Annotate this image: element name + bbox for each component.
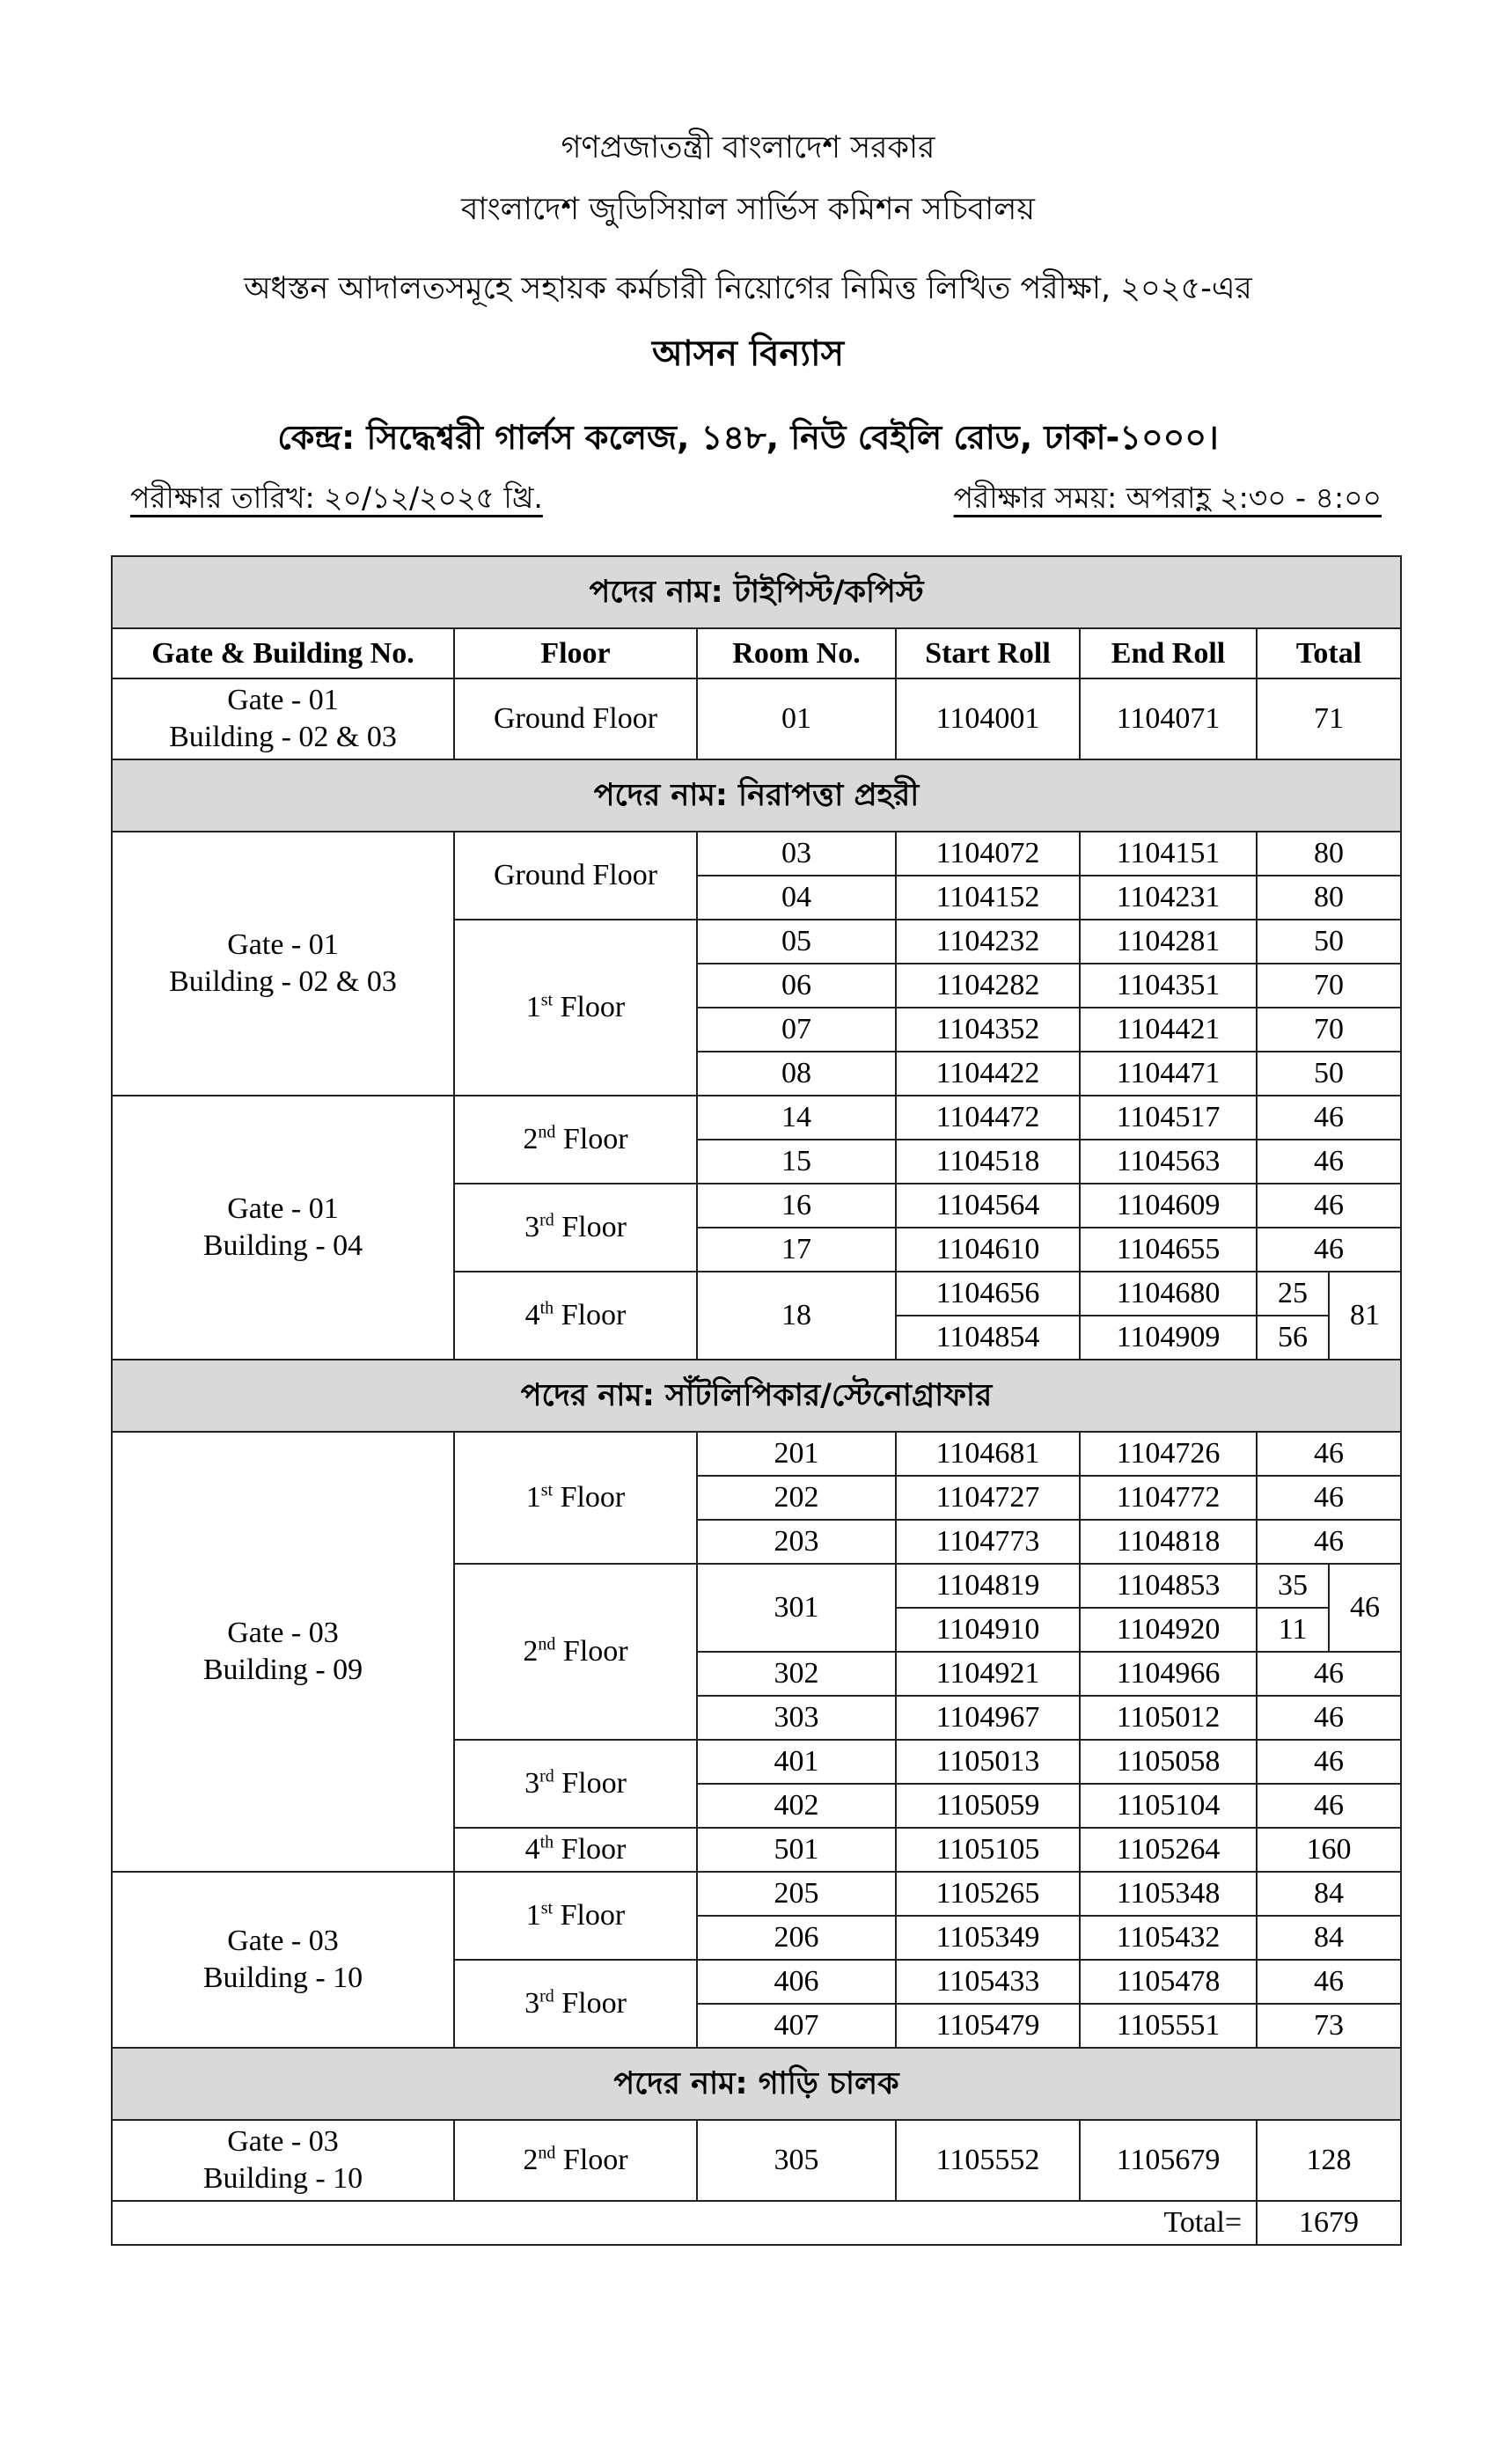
start-roll-cell: 1104564 xyxy=(896,1184,1080,1228)
secretariat-name: বাংলাদেশ জুডিসিয়াল সার্ভিস কমিশন সচিবালয় xyxy=(460,192,1036,227)
start-roll-cell: 1105349 xyxy=(896,1916,1080,1960)
floor-number: 3 xyxy=(524,1987,540,2020)
government-name: গণপ্রজাতন্ত্রী বাংলাদেশ সরকার xyxy=(561,130,935,165)
column-header-gate: Gate & Building No. xyxy=(112,628,454,678)
end-roll-cell: 1104151 xyxy=(1080,832,1257,876)
floor-cell xyxy=(454,1096,697,1184)
column-header-end-roll: End Roll xyxy=(1080,628,1257,678)
end-roll-cell: 1105478 xyxy=(1080,1960,1257,2004)
end-roll-cell: 1105264 xyxy=(1080,1828,1257,1872)
total-cell: 73 xyxy=(1257,2004,1401,2048)
column-header-start-roll: Start Roll xyxy=(896,628,1080,678)
floor-ordinal: rd xyxy=(539,1210,554,1230)
room-cell: 302 xyxy=(697,1652,896,1696)
gate-building-cell xyxy=(112,1872,454,2048)
room-cell: 03 xyxy=(697,832,896,876)
room-cell: 407 xyxy=(697,2004,896,2048)
grand-total-value: 1679 xyxy=(1257,2201,1401,2245)
room-cell: 406 xyxy=(697,1960,896,2004)
grand-total-label: Total= xyxy=(112,2201,1257,2245)
room-cell: 17 xyxy=(697,1228,896,1272)
post-header-row xyxy=(112,759,1401,832)
floor-ordinal: st xyxy=(540,1480,554,1500)
total-cell: 84 xyxy=(1257,1872,1401,1916)
start-roll-cell: 1104819 xyxy=(896,1564,1080,1608)
end-roll-cell: 1104966 xyxy=(1080,1652,1257,1696)
total-cell: 46 xyxy=(1257,1228,1401,1272)
start-roll-cell: 1104854 xyxy=(896,1316,1080,1360)
gate-building-cell xyxy=(112,1432,454,1872)
floor-number: 3 xyxy=(524,1211,540,1243)
room-cell: 01 xyxy=(697,678,896,759)
start-roll-cell: 1105265 xyxy=(896,1872,1080,1916)
floor-ordinal: nd xyxy=(538,1634,556,1654)
floor-word: Floor xyxy=(553,1481,626,1514)
floor-ordinal: rd xyxy=(539,1986,554,2006)
total-cell: 46 xyxy=(1257,1696,1401,1740)
end-roll-cell: 1104909 xyxy=(1080,1316,1257,1360)
start-roll-cell: 1104001 xyxy=(896,678,1080,759)
document-title: আসন বিন্যাস xyxy=(651,334,845,374)
total-cell: 80 xyxy=(1257,876,1401,920)
end-roll-cell: 1105432 xyxy=(1080,1916,1257,1960)
gate-label: Gate - 03 xyxy=(227,1925,339,1957)
floor-number: 1 xyxy=(525,1899,541,1932)
total-cell: 50 xyxy=(1257,920,1401,964)
room-cell: 16 xyxy=(697,1184,896,1228)
column-header-row xyxy=(112,628,1401,678)
total-cell: 46 xyxy=(1257,1652,1401,1696)
post-header-row xyxy=(112,556,1401,628)
building-label: Building - 10 xyxy=(202,2162,363,2195)
start-roll-cell: 1104681 xyxy=(896,1432,1080,1476)
table-row xyxy=(112,1096,1401,1140)
floor-cell xyxy=(454,1960,697,2048)
post-header-row xyxy=(112,2048,1401,2120)
total-cell: 46 xyxy=(1257,1432,1401,1476)
building-label: Building - 04 xyxy=(202,1229,363,1262)
start-roll-cell: 1104472 xyxy=(896,1096,1080,1140)
room-cell: 08 xyxy=(697,1052,896,1096)
floor-word: Floor xyxy=(555,1123,628,1155)
floor-ordinal: nd xyxy=(538,1122,556,1142)
end-roll-cell: 1104071 xyxy=(1080,678,1257,759)
total-cell: 46 xyxy=(1257,1740,1401,1784)
floor-ordinal: th xyxy=(539,1298,554,1318)
column-header-floor: Floor xyxy=(454,628,697,678)
floor-number: 3 xyxy=(524,1767,540,1800)
subtotal-cell: 11 xyxy=(1257,1608,1329,1652)
floor-word: Floor xyxy=(554,1767,627,1800)
room-cell: 07 xyxy=(697,1008,896,1052)
room-cell: 202 xyxy=(697,1476,896,1520)
room-cell: 206 xyxy=(697,1916,896,1960)
end-roll-cell: 1105348 xyxy=(1080,1872,1257,1916)
end-roll-cell: 1104563 xyxy=(1080,1140,1257,1184)
gate-building-cell xyxy=(112,678,454,759)
table-row xyxy=(112,2120,1401,2201)
post-header-row xyxy=(112,1360,1401,1432)
floor-number: 2 xyxy=(523,1123,539,1155)
floor-cell xyxy=(454,1432,697,1564)
end-roll-cell: 1104772 xyxy=(1080,1476,1257,1520)
column-header-room: Room No. xyxy=(697,628,896,678)
room-cell: 201 xyxy=(697,1432,896,1476)
total-cell: 160 xyxy=(1257,1828,1401,1872)
floor-number: 1 xyxy=(525,991,541,1023)
total-cell: 46 xyxy=(1257,1784,1401,1828)
total-cell: 46 xyxy=(1257,1140,1401,1184)
floor-cell xyxy=(454,1872,697,1960)
room-cell: 501 xyxy=(697,1828,896,1872)
floor-cell xyxy=(454,1272,697,1360)
start-roll-cell: 1104610 xyxy=(896,1228,1080,1272)
start-roll-cell: 1104422 xyxy=(896,1052,1080,1096)
gate-building-cell xyxy=(112,2120,454,2201)
floor-word: Floor xyxy=(554,1299,627,1331)
floor-word: Floor xyxy=(555,1635,628,1668)
floor-word: Floor xyxy=(555,2144,628,2176)
start-roll-cell: 1105013 xyxy=(896,1740,1080,1784)
floor-word: Floor xyxy=(554,1211,627,1243)
building-label: Building - 09 xyxy=(202,1654,363,1686)
table-row xyxy=(112,1872,1401,1916)
total-cell: 46 xyxy=(1257,1096,1401,1140)
floor-ordinal: th xyxy=(539,1832,554,1852)
floor-word: Floor xyxy=(553,1899,626,1932)
total-cell: 71 xyxy=(1257,678,1401,759)
building-label: Building - 10 xyxy=(202,1962,363,1994)
start-roll-cell: 1105552 xyxy=(896,2120,1080,2201)
start-roll-cell: 1105059 xyxy=(896,1784,1080,1828)
post-name-security-guard: পদের নাম: নিরাপত্তা প্রহরী xyxy=(112,759,1401,832)
end-roll-cell: 1105551 xyxy=(1080,2004,1257,2048)
start-roll-cell: 1104921 xyxy=(896,1652,1080,1696)
table-row xyxy=(112,1432,1401,1476)
start-roll-cell: 1104352 xyxy=(896,1008,1080,1052)
start-roll-cell: 1104232 xyxy=(896,920,1080,964)
floor-number: 1 xyxy=(525,1481,541,1514)
start-roll-cell: 1104518 xyxy=(896,1140,1080,1184)
total-cell: 50 xyxy=(1257,1052,1401,1096)
end-roll-cell: 1104853 xyxy=(1080,1564,1257,1608)
total-cell: 128 xyxy=(1257,2120,1401,2201)
room-cell: 04 xyxy=(697,876,896,920)
start-roll-cell: 1104727 xyxy=(896,1476,1080,1520)
room-cell: 18 xyxy=(697,1272,896,1360)
end-roll-cell: 1104726 xyxy=(1080,1432,1257,1476)
floor-cell xyxy=(454,920,697,1096)
end-roll-cell: 1105104 xyxy=(1080,1784,1257,1828)
total-cell: 46 xyxy=(1257,1960,1401,2004)
seat-plan-table xyxy=(111,555,1402,2246)
start-roll-cell: 1104152 xyxy=(896,876,1080,920)
floor-ordinal: st xyxy=(540,1898,554,1918)
end-roll-cell: 1104920 xyxy=(1080,1608,1257,1652)
room-cell: 06 xyxy=(697,964,896,1008)
end-roll-cell: 1104517 xyxy=(1080,1096,1257,1140)
total-cell: 80 xyxy=(1257,832,1401,876)
exam-date: পরীক্ষার তারিখ: ২০/১২/২০২৫ খ্রি. xyxy=(130,480,543,515)
start-roll-cell: 1104072 xyxy=(896,832,1080,876)
total-cell: 46 xyxy=(1329,1564,1401,1652)
total-cell: 46 xyxy=(1257,1520,1401,1564)
end-roll-cell: 1104421 xyxy=(1080,1008,1257,1052)
floor-cell xyxy=(454,1184,697,1272)
exam-time: পরীক্ষার সময়: অপরাহ্ণ ২:৩০ - ৪:০০ xyxy=(953,480,1382,515)
column-header-total: Total xyxy=(1257,628,1401,678)
floor-cell xyxy=(454,1740,697,1828)
end-roll-cell: 1104818 xyxy=(1080,1520,1257,1564)
room-cell: 301 xyxy=(697,1564,896,1652)
floor-number: 4 xyxy=(524,1299,540,1331)
building-label: Building - 02 & 03 xyxy=(169,721,397,753)
subtotal-cell: 35 xyxy=(1257,1564,1329,1608)
total-cell: 70 xyxy=(1257,964,1401,1008)
start-roll-cell: 1105433 xyxy=(896,1960,1080,2004)
post-name-typist: পদের নাম: টাইপিস্ট/কপিস্ট xyxy=(112,556,1401,628)
total-cell: 46 xyxy=(1257,1184,1401,1228)
exam-description: অধস্তন আদালতসমূহে সহায়ক কর্মচারী নিয়োগের নিমিত্ত লিখিত পরীক্ষা, ২০২৫-এর xyxy=(244,271,1252,306)
start-roll-cell: 1104967 xyxy=(896,1696,1080,1740)
grand-total-row xyxy=(112,2201,1401,2245)
post-name-driver: পদের নাম: গাড়ি চালক xyxy=(112,2048,1401,2120)
room-cell: 15 xyxy=(697,1140,896,1184)
gate-label: Gate - 01 xyxy=(227,928,339,961)
end-roll-cell: 1104609 xyxy=(1080,1184,1257,1228)
room-cell: 14 xyxy=(697,1096,896,1140)
gate-label: Gate - 03 xyxy=(227,2125,339,2158)
floor-cell xyxy=(454,1828,697,1872)
end-roll-cell: 1105058 xyxy=(1080,1740,1257,1784)
end-roll-cell: 1104231 xyxy=(1080,876,1257,920)
room-cell: 205 xyxy=(697,1872,896,1916)
floor-cell xyxy=(454,2120,697,2201)
floor-word: Floor xyxy=(554,1987,627,2020)
room-cell: 402 xyxy=(697,1784,896,1828)
end-roll-cell: 1105012 xyxy=(1080,1696,1257,1740)
floor-cell: Ground Floor xyxy=(454,832,697,920)
floor-number: 2 xyxy=(523,2144,539,2176)
floor-number: 4 xyxy=(524,1833,540,1866)
end-roll-cell: 1105679 xyxy=(1080,2120,1257,2201)
end-roll-cell: 1104471 xyxy=(1080,1052,1257,1096)
gate-building-cell xyxy=(112,1096,454,1360)
end-roll-cell: 1104655 xyxy=(1080,1228,1257,1272)
start-roll-cell: 1104282 xyxy=(896,964,1080,1008)
end-roll-cell: 1104680 xyxy=(1080,1272,1257,1316)
start-roll-cell: 1105105 xyxy=(896,1828,1080,1872)
floor-cell xyxy=(454,1564,697,1740)
start-roll-cell: 1104656 xyxy=(896,1272,1080,1316)
exam-center: কেন্দ্র: সিদ্ধেশ্বরী গার্লস কলেজ, ১৪৮, নিউ বেইলি রোড, ঢাকা-১০০০। xyxy=(277,418,1219,457)
floor-ordinal: nd xyxy=(538,2143,556,2163)
gate-label: Gate - 03 xyxy=(227,1617,339,1649)
gate-label: Gate - 01 xyxy=(227,1192,339,1225)
post-name-stenographer: পদের নাম: সাঁটলিপিকার/স্টেনোগ্রাফার xyxy=(112,1360,1401,1432)
total-cell: 81 xyxy=(1329,1272,1401,1360)
start-roll-cell: 1104910 xyxy=(896,1608,1080,1652)
gate-label: Gate - 01 xyxy=(227,684,339,716)
subtotal-cell: 56 xyxy=(1257,1316,1329,1360)
floor-cell: Ground Floor xyxy=(454,678,697,759)
table-row xyxy=(112,678,1401,759)
floor-ordinal: rd xyxy=(539,1766,554,1786)
room-cell: 05 xyxy=(697,920,896,964)
end-roll-cell: 1104281 xyxy=(1080,920,1257,964)
subtotal-cell: 25 xyxy=(1257,1272,1329,1316)
floor-number: 2 xyxy=(523,1635,539,1668)
start-roll-cell: 1105479 xyxy=(896,2004,1080,2048)
end-roll-cell: 1104351 xyxy=(1080,964,1257,1008)
building-label: Building - 02 & 03 xyxy=(169,965,397,998)
total-cell: 70 xyxy=(1257,1008,1401,1052)
start-roll-cell: 1104773 xyxy=(896,1520,1080,1564)
room-cell: 203 xyxy=(697,1520,896,1564)
floor-word: Floor xyxy=(554,1833,627,1866)
floor-ordinal: st xyxy=(540,990,554,1010)
total-cell: 84 xyxy=(1257,1916,1401,1960)
floor-word: Floor xyxy=(553,991,626,1023)
room-cell: 305 xyxy=(697,2120,896,2201)
total-cell: 46 xyxy=(1257,1476,1401,1520)
gate-building-cell xyxy=(112,832,454,1096)
room-cell: 401 xyxy=(697,1740,896,1784)
room-cell: 303 xyxy=(697,1696,896,1740)
table-row xyxy=(112,832,1401,876)
